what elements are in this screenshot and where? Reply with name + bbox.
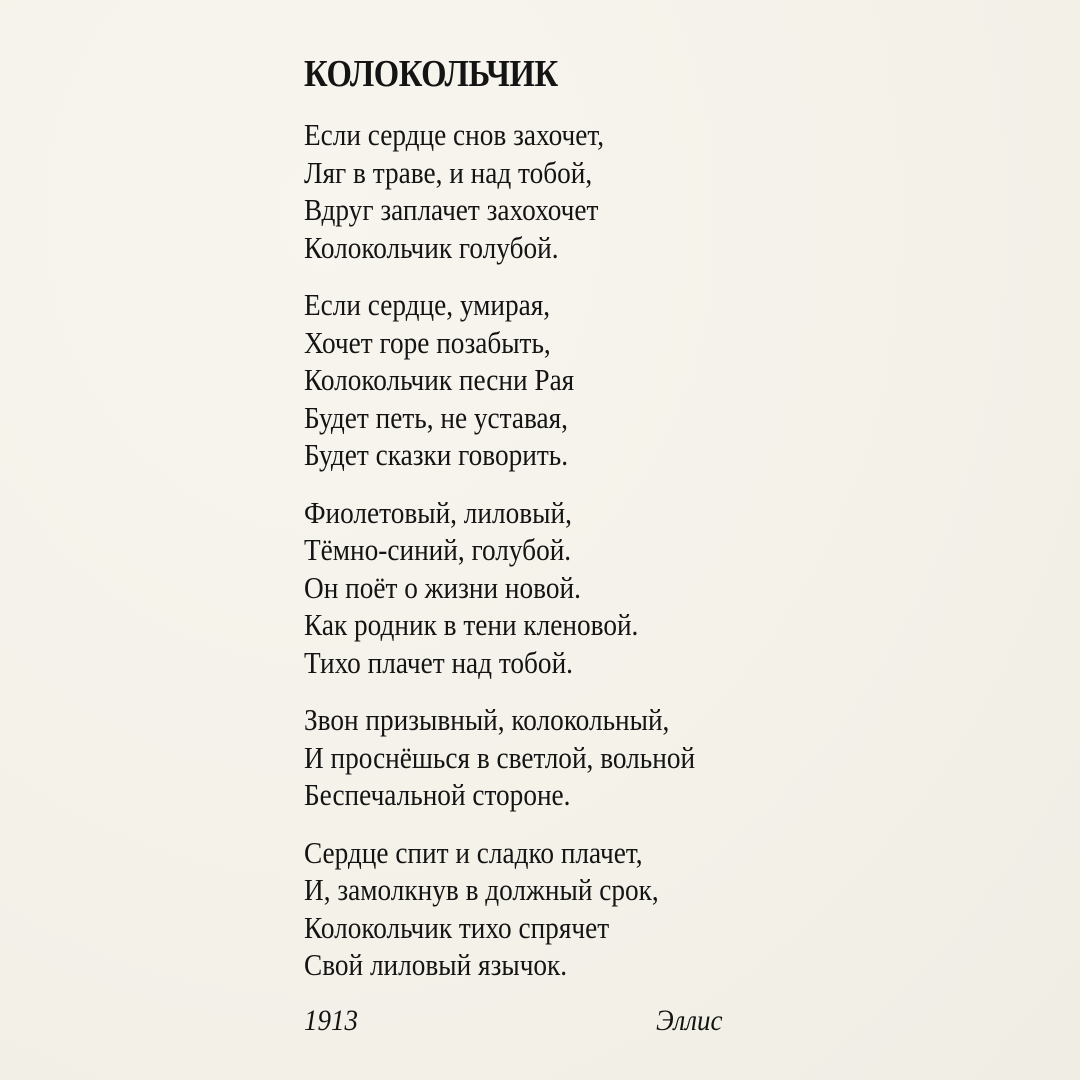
poem-line: Вдруг заплачет захохочет (304, 192, 599, 227)
poem-line: Если сердце, умирая, (304, 287, 551, 322)
poem-line: Хочет горе позабыть, (304, 324, 551, 360)
poem-line: Сердце спит и сладко плачет, (304, 834, 643, 870)
poem-body (304, 116, 744, 984)
poem-line: Будет петь, не уставая, (304, 399, 568, 435)
poem-author: Эллис (656, 1003, 723, 1037)
stanza-4 (304, 701, 744, 814)
poem-column (304, 52, 744, 1044)
poem-line: Как родник в тени кленовой. (304, 607, 639, 642)
poem-line: Свой лиловый язычок. (304, 947, 568, 982)
stanza-3 (304, 494, 744, 682)
poem-line: Если сердце снов захочет, (304, 117, 605, 152)
stanza-1 (304, 116, 744, 266)
stanza-5 (304, 834, 744, 984)
poem-footer (304, 1004, 744, 1044)
poem-line: Тёмно-синий, голубой. (304, 532, 572, 567)
stanza-2 (304, 286, 744, 474)
poem-line: Колокольчик песни Рая (304, 362, 575, 397)
poem-line: И проснёшься в светлой, вольной (304, 739, 696, 775)
poem-line: Колокольчик тихо спрячет (304, 909, 610, 945)
poem-line: Ляг в траве, и над тобой, (304, 154, 593, 190)
poem-line: Фиолетовый, лиловый, (304, 494, 572, 530)
poem-line: Звон призывный, колокольный, (304, 702, 670, 737)
poem-line: И, замолкнув в должный срок, (304, 872, 659, 907)
poem-title: КОЛОКОЛЬЧИК (304, 53, 558, 95)
poem-line: Он поёт о жизни новой. (304, 569, 581, 605)
poem-line: Будет сказки говорить. (304, 437, 569, 472)
poem-line: Беспечальной стороне. (304, 777, 571, 812)
poem-line: Колокольчик голубой. (304, 229, 559, 265)
poem-year: 1913 (304, 1003, 358, 1037)
poem-line: Тихо плачет над тобой. (304, 644, 573, 680)
